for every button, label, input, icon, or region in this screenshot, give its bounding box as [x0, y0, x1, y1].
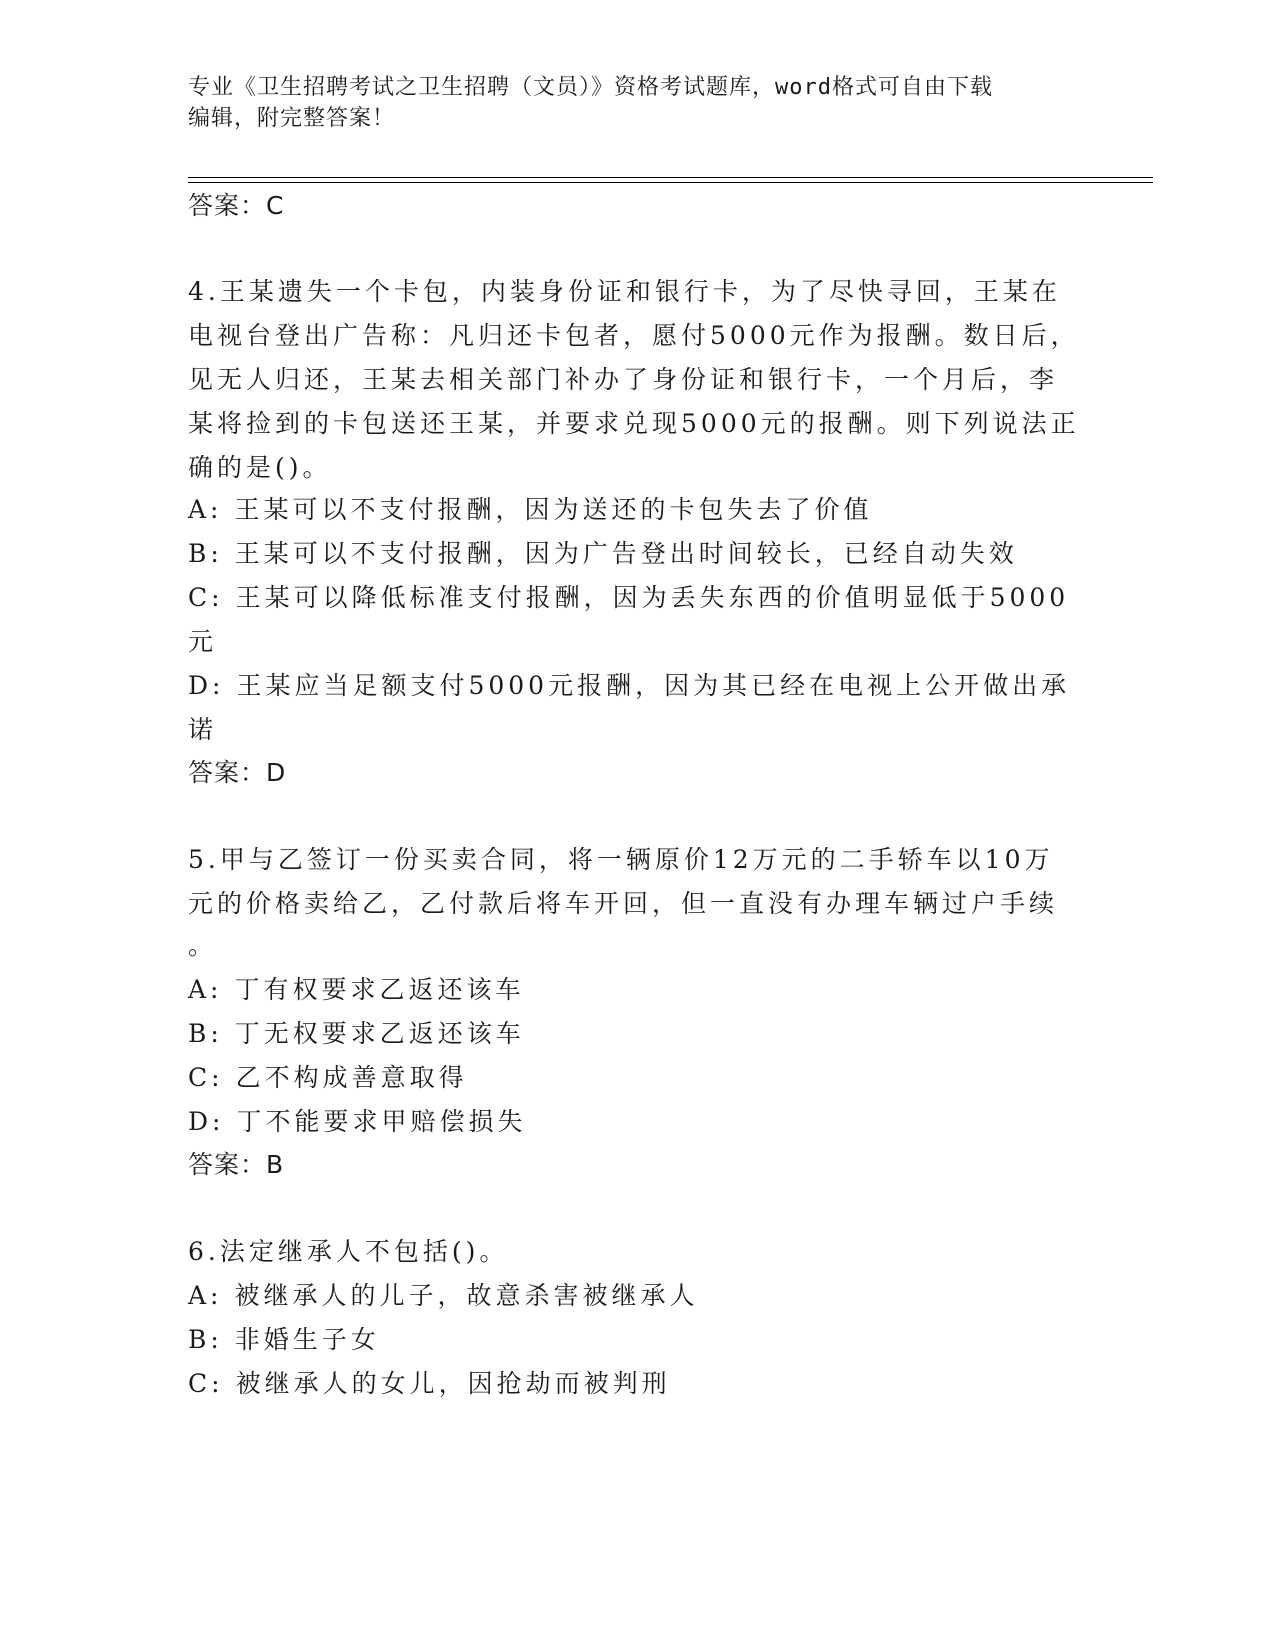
question-5-option-a [188, 970, 525, 1006]
question-4-option-d [188, 666, 1070, 702]
option-text: 王某应当足额支付5000元报酬，因为其已经在电视上公开做出承 [236, 671, 1071, 700]
answer-q4: 答案：D [188, 758, 287, 787]
option-letter: A: [188, 495, 223, 524]
question-6-line-1: 6.法定继承人不包括()。 [188, 1237, 509, 1266]
option-text: 王某可以不支付报酬，因为广告登出时间较长，已经自动失效 [234, 539, 1018, 568]
option-text: 丁有权要求乙返还该车 [234, 975, 525, 1004]
answer-q5: 答案：B [188, 1150, 285, 1179]
question-4-option-d-cont: 诺 [188, 715, 218, 744]
option-letter: A: [188, 975, 223, 1004]
question-4-option-b [188, 534, 1018, 570]
option-letter: D: [188, 671, 225, 700]
question-5-option-c [188, 1058, 468, 1094]
option-letter: C: [188, 583, 224, 612]
question-5-line-2: 元的价格卖给乙，乙付款后将车开回，但一直没有办理车辆过户手续 [188, 889, 1059, 918]
header-divider-top [188, 177, 1153, 178]
option-letter: C: [188, 1063, 224, 1092]
option-letter: C: [188, 1369, 224, 1398]
option-text: 王某可以不支付报酬，因为送还的卡包失去了价值 [234, 495, 873, 524]
question-4-line-1: 4.王某遗失一个卡包，内装身份证和银行卡，为了尽快寻回，王某在 [188, 277, 1061, 306]
document-header [188, 72, 1068, 134]
question-4-line-5: 确的是()。 [188, 453, 332, 482]
option-text: 被继承人的女儿，因抢劫而被判刑 [235, 1369, 671, 1398]
option-text: 丁不能要求甲赔偿损失 [236, 1107, 527, 1136]
question-5-line-3: 。 [188, 931, 218, 960]
option-text: 非婚生子女 [234, 1325, 380, 1354]
question-4-option-c [188, 578, 1069, 614]
question-6-option-c [188, 1364, 671, 1400]
question-4-option-a [188, 490, 873, 526]
option-letter: B: [188, 1325, 223, 1354]
option-text: 乙不构成善意取得 [235, 1063, 468, 1092]
question-4-line-4: 某将捡到的卡包送还王某，并要求兑现5000元的报酬。则下列说法正 [188, 409, 1080, 438]
question-5-option-d [188, 1102, 526, 1138]
question-4-line-2: 电视台登出广告称：凡归还卡包者，愿付5000元作为报酬。数日后， [188, 321, 1080, 350]
option-text: 王某可以降低标准支付报酬，因为丢失东西的价值明显低于5000 [235, 583, 1070, 612]
question-5-option-b [188, 1014, 525, 1050]
header-divider-bottom [188, 182, 1153, 183]
option-letter: A: [188, 1281, 223, 1310]
option-letter: B: [188, 539, 223, 568]
answer-prev: 答案：C [188, 191, 285, 220]
question-5-line-1: 5.甲与乙签订一份买卖合同，将一辆原价12万元的二手轿车以10万 [188, 845, 1054, 874]
question-6-option-a [188, 1276, 699, 1312]
option-text: 丁无权要求乙返还该车 [234, 1019, 525, 1048]
question-6-option-b [188, 1320, 380, 1356]
question-4-option-c-cont: 元 [188, 627, 218, 656]
option-letter: D: [188, 1107, 225, 1136]
option-letter: B: [188, 1019, 223, 1048]
option-text: 被继承人的儿子，故意杀害被继承人 [234, 1281, 699, 1310]
header-line-1: 专业《卫生招聘考试之卫生招聘（文员）》资格考试题库，word格式可自由下载 [188, 75, 993, 100]
question-4-line-3: 见无人归还，王某去相关部门补办了身份证和银行卡，一个月后，李 [188, 365, 1059, 394]
header-line-2: 编辑，附完整答案！ [188, 106, 396, 131]
